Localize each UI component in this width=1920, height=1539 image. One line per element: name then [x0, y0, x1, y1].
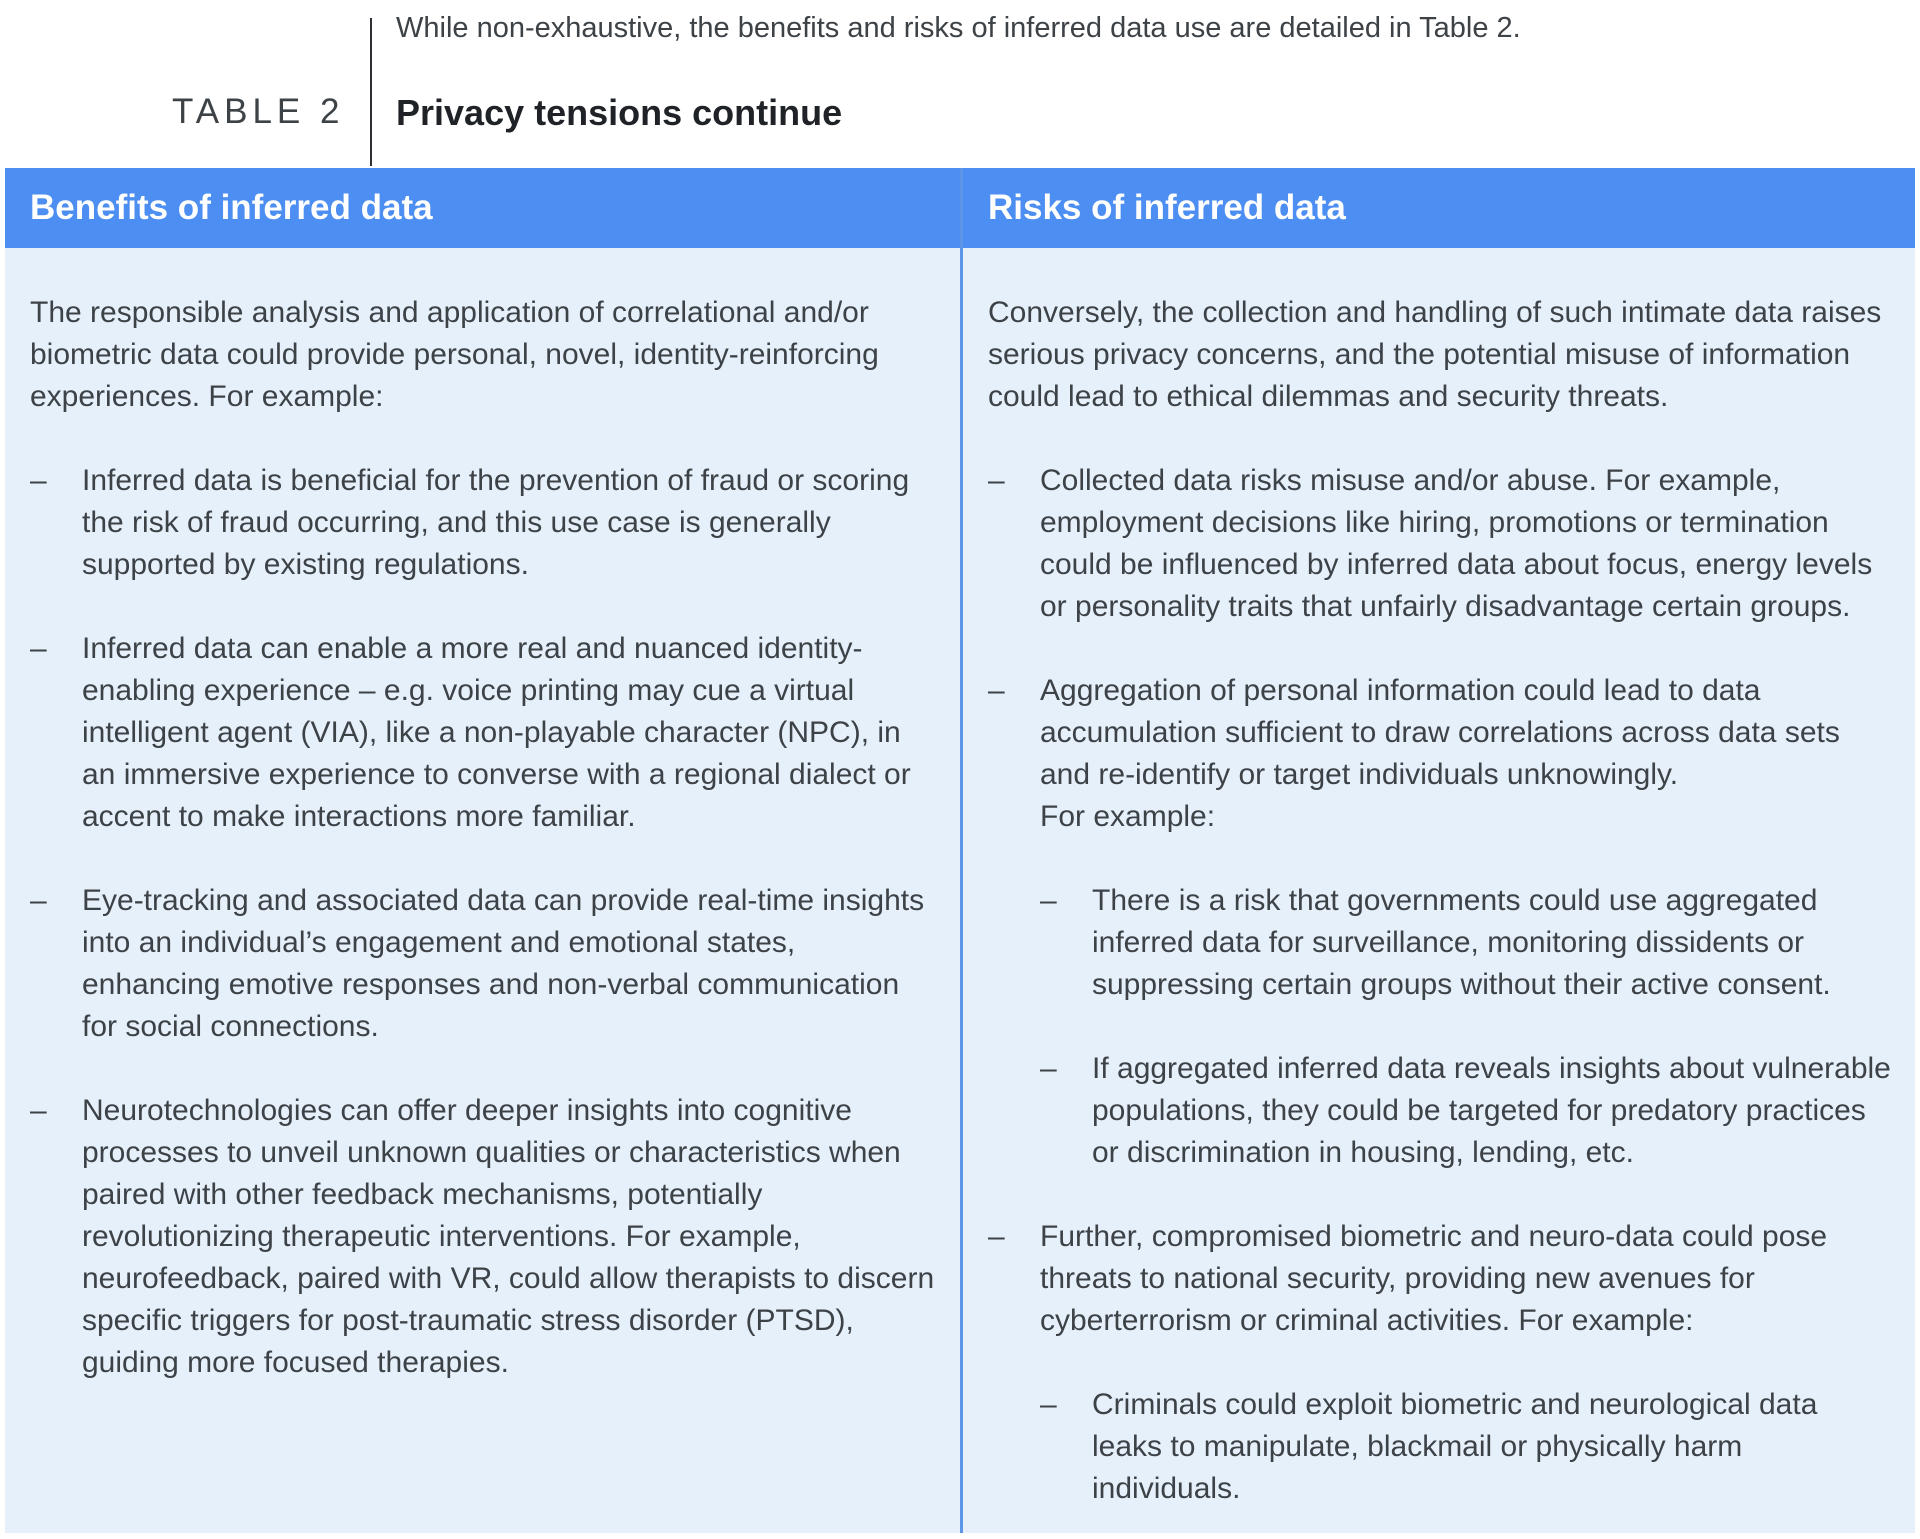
benefit-item: [30, 628, 936, 838]
risk-item-text-2: For example:: [1040, 800, 1216, 833]
risks-header: Risks of inferred data: [963, 168, 1915, 248]
risk-sub-list: [1040, 1384, 1891, 1510]
benefit-item: [30, 1090, 936, 1384]
dash-bullet: –: [1040, 884, 1057, 917]
dash-bullet: –: [30, 884, 47, 917]
table-label: TABLE 2: [172, 92, 345, 131]
dash-bullet: –: [1040, 1052, 1057, 1085]
risk-item: [988, 1216, 1891, 1510]
benefits-header: Benefits of inferred data: [5, 168, 960, 248]
dash-bullet: –: [988, 464, 1005, 497]
risk-item: [988, 670, 1891, 1174]
risk-sub-item-text: Criminals could exploit biometric and neurological data leaks to manipulate, blackmail or physically harm individuals.: [1092, 1388, 1818, 1505]
risks-column: [960, 168, 1915, 1533]
benefit-item-text: Inferred data is beneficial for the prevention of fraud or scoring the risk of fraud occurring, and this use case is generally supported by existing regulations.: [82, 464, 910, 581]
benefit-item: [30, 880, 936, 1048]
risk-sub-item: [1040, 1384, 1891, 1510]
risk-sub-item: [1040, 880, 1891, 1006]
benefit-item-text: Inferred data can enable a more real and nuanced identity-enabling experience – e.g. voice printing may cue a virtual intelligent agent (VIA), like a non-playable character (NPC), in an immersive experience to converse with a regional dialect or accent to make interactions more familiar.: [82, 632, 911, 833]
dash-bullet: –: [1040, 1388, 1057, 1421]
dash-bullet: –: [30, 1094, 47, 1127]
dash-bullet: –: [30, 464, 47, 497]
benefit-item-text: Neurotechnologies can offer deeper insights into cognitive processes to unveil unknown qualities or characteristics when paired with other feedback mechanisms, potentially revolutionizing therapeutic interventions. For example, neurofeedback, paired with VR, could allow therapists to discern specific triggers for post-traumatic stress disorder (PTSD), guiding more focused therapies.: [82, 1094, 935, 1379]
dash-bullet: –: [30, 632, 47, 665]
risk-item-text: Aggregation of personal information could lead to data accumulation sufficient to draw correlations across data sets and re-identify or target individuals unknowingly.: [1040, 674, 1840, 791]
risk-sub-item: [1040, 1048, 1891, 1174]
benefits-column: [5, 168, 960, 1533]
benefits-body: [5, 248, 960, 1384]
risk-item: [988, 460, 1891, 628]
benefit-item: [30, 460, 936, 586]
dash-bullet: –: [988, 1220, 1005, 1253]
benefits-intro: The responsible analysis and application of correlational and/or biometric data could provide personal, novel, identity-reinforcing experiences. For example:: [30, 296, 879, 413]
risk-sub-item-text: There is a risk that governments could use aggregated inferred data for surveillance, monitoring dissidents or suppressing certain groups without their active consent.: [1092, 884, 1831, 1001]
title-divider: [370, 18, 372, 166]
table-title: Privacy tensions continue: [396, 92, 843, 133]
risk-item-text: Collected data risks misuse and/or abuse. For example, employment decisions like hiring, promotions or termination could be influenced by inferred data about focus, energy levels or personality traits that unfairly disadvantage certain groups.: [1040, 464, 1873, 623]
risk-sub-list: [1040, 880, 1891, 1174]
privacy-table: [5, 168, 1915, 1533]
risk-item-text: Further, compromised biometric and neuro-data could pose threats to national security, providing new avenues for cyberterrorism or criminal activities. For example:: [1040, 1220, 1828, 1337]
dash-bullet: –: [988, 674, 1005, 707]
intro-sentence: While non-exhaustive, the benefits and risks of inferred data use are detailed in Table 2.: [396, 12, 1521, 44]
risks-intro: Conversely, the collection and handling of such intimate data raises serious privacy concerns, and the potential misuse of information could lead to ethical dilemmas and security threats.: [988, 296, 1882, 413]
risks-body: [963, 248, 1915, 1510]
benefit-item-text: Eye-tracking and associated data can provide real-time insights into an individual’s engagement and emotional states, enhancing emotive responses and non-verbal communication for social connections.: [82, 884, 925, 1043]
risk-sub-item-text: If aggregated inferred data reveals insights about vulnerable populations, they could be targeted for predatory practices or discrimination in housing, lending, etc.: [1092, 1052, 1891, 1169]
